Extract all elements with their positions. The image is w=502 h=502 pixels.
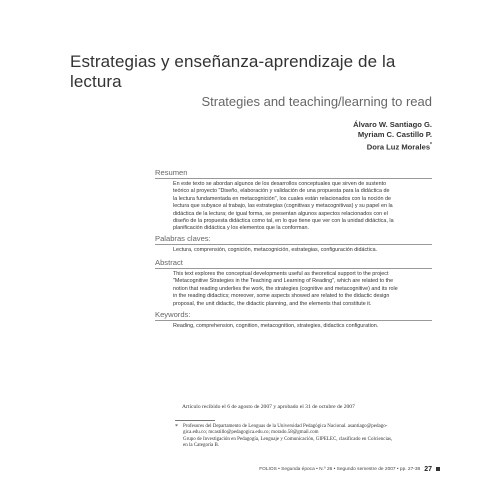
resumen-heading: Resumen (155, 168, 188, 177)
palabras-claves-heading: Palabras claves: (155, 234, 211, 243)
journal-citation: FOLIOS • Segunda época • N.º 26 • Segundo semestre de 2007 • pp. 27-38 (259, 466, 421, 472)
keywords-section (155, 309, 432, 330)
abstract-line: in the reading didactics; moreover, some aspects showed are related to the didactic design (173, 293, 390, 300)
palabras-claves-body: Lectura, comprensión, cognición, metacognición, estrategias, configuración didáctica. (173, 247, 378, 253)
resumen-line: la lectura fundamentada en metacognición", los cuales están relacionados con la noción de (173, 195, 391, 202)
footnote-mark: * (175, 424, 178, 430)
keywords-body: Reading, comprehension, cognition, metacognition, strategies, didactics configuration. (173, 323, 379, 329)
footnote-line: Profesores del Departamento de Lenguas de la Universidad Pedagógica Nacional. asantiago@pedago- (183, 424, 388, 429)
abstract-line: proposal, the unit didactic, the didactic planning, and the elements that constitute it. (173, 300, 372, 307)
footnote-line: gica.edu.co; mcastillo@pedagogica.edu.co; morado.58@gmail.com (183, 430, 319, 436)
author-list (172, 120, 432, 153)
section-divider (155, 244, 432, 245)
resumen-line: lectura que subyace al trabajo, las estrategias (cognitivas y metacognitivas) y su papel en la (173, 203, 393, 210)
section-divider (155, 178, 432, 179)
square-bullet-icon (436, 467, 440, 471)
abstract-section (155, 257, 432, 308)
palabras-claves-section (155, 233, 432, 254)
resumen-line: En este texto se abordan algunos de los desarrollos conceptuales que sirven de sustento (173, 181, 387, 187)
page-number: 27 (424, 465, 432, 473)
abstract-line: "Metacognitive Strategies in the Teaching and Learning of Reading", which are related to the (173, 278, 394, 285)
resumen-line: didáctica de la lectura; de igual forma, se presentan algunos aspectos relacionados con el (173, 210, 388, 217)
footnote-line: en la Categoría B. (183, 442, 220, 448)
author-footnote-mark: * (430, 142, 432, 148)
received-date-note: Artículo recibido el 6 de agosto de 2007 y aprobado el 31 de octubre de 2007 (182, 404, 355, 410)
abstract-heading: Abstract (155, 258, 183, 267)
keywords-heading: Keywords: (155, 310, 191, 319)
abstract-line: This text explores the conceptual developments useful as theoretical support to the project (173, 271, 389, 277)
abstract-body (173, 271, 432, 308)
footnote-divider (175, 420, 215, 421)
article-title: Estrategias y enseñanza-aprendizaje de la lectura (70, 52, 396, 91)
section-divider (155, 268, 432, 269)
resumen-body (173, 181, 432, 233)
author-name: Álvaro W. Santiago G. (353, 120, 432, 129)
page-footer (259, 464, 440, 474)
resumen-section (155, 167, 432, 233)
author-name-last (172, 140, 432, 153)
resumen-line: planificación didáctica y los elementos que la conforman. (173, 225, 310, 232)
article-subtitle-english: Strategies and teaching/learning to read (201, 94, 432, 109)
author-name: Dora Luz Morales (366, 142, 431, 152)
author-name: Myriam C. Castillo P. (357, 130, 432, 139)
resumen-line: diseño de la propuesta didáctica como tal, en lo que tiene que ver con la unidad didáctica, la (173, 218, 394, 225)
section-divider (155, 320, 432, 321)
footnote-line: Grupo de Investigación en Pedagogía, Lenguaje y Comunicación, GIPELEC, clasificado en Colciencias, (183, 436, 393, 442)
author-footnote (175, 424, 437, 449)
abstract-line: notion that reading underlies the work, the strategies (cognitive and metacognitive) and its role (173, 285, 398, 292)
resumen-line: teórico al proyecto "Diseño, elaboración y validación de una propuesta para la didáctica de (173, 188, 390, 195)
